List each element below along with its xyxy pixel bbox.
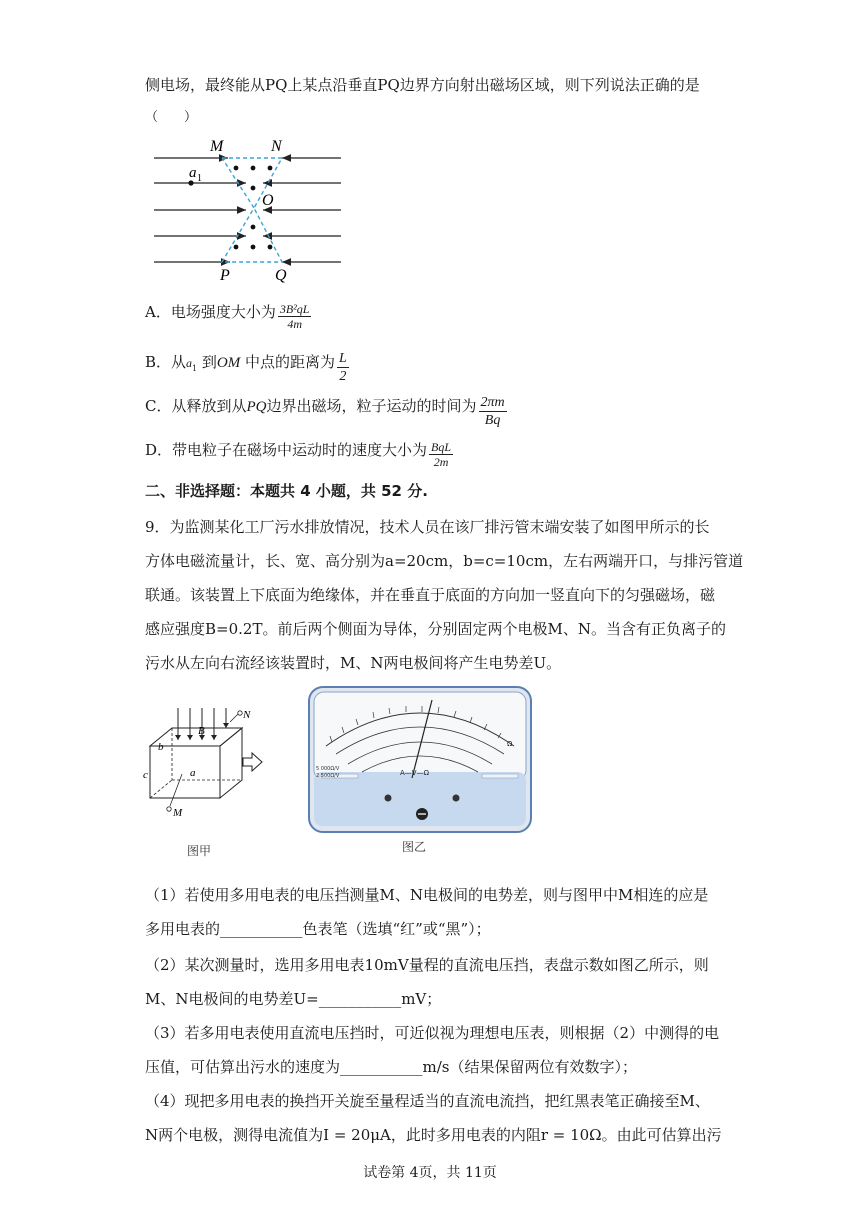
section-heading: 二、非选择题：本题共 4 小题，共 52 分. [145,482,428,500]
label-B: B [198,725,205,737]
answer-paren: （ ） [145,110,198,125]
sub1-line1: （1）若使用多用电表的电压挡测量M、N电极间的电势差，则与图甲中M相连的应是 [145,886,709,904]
sub3-line1: （3）若多用电表使用直流电压挡时，可近似视为理想电压表，则根据（2）中测得的电 [145,1024,720,1042]
sub4-line1: （4）现把多用电表的换挡开关旋至量程适当的直流电流挡，把红黑表笔正确接至M、 [145,1092,710,1110]
q9-line3: 联通。该装置上下底面为绝缘体，并在垂直于底面的方向加一竖直向下的匀强磁场，磁 [145,586,716,604]
caption-jia: 图甲 [187,844,212,858]
label-O: O [262,192,274,209]
label-b-dim: b [158,741,164,753]
label-M: M [210,138,224,155]
omega-unit: Ω [507,740,513,748]
multimeter-figure [308,686,532,833]
page-footer: 试卷第 4页，共 11页 [363,1165,497,1181]
label-N: N [271,138,282,155]
mode-label: A—V—Ω [400,769,429,777]
sub2-line1: （2）某次测量时，选用多用电表10mV量程的直流电压挡，表盘示数如图乙所示，则 [145,956,709,974]
option-a: A．电场强度大小为 $\frac{\text{3B²qL}}{4m}$ [145,302,310,331]
label-Q: Q [275,267,287,284]
q9-line5: 污水从左向右流经该装置时，M、N两电极间将产生电势差U。 [145,654,562,672]
label-P: P [220,267,230,284]
q9-line1: 9．为监测某化工厂污水排放情况，技术人员在该厂排污管末端安装了如图甲所示的长 [145,518,710,536]
label-N-electrode: N [243,709,251,721]
sub1-line2: 多用电表的___________色表笔（选填“红”或“黑”）； [145,920,491,938]
question-continuation: 侧电场，最终能从PQ上某点沿垂直PQ边界方向射出磁场区域，则下列说法正确的是 [145,76,700,94]
caption-yi: 图乙 [402,840,427,854]
q9-line2: 方体电磁流量计，长、宽、高分别为a=20cm，b=c=10cm，左右两端开口，与排污管道 [145,552,744,570]
label-a1: a [189,165,197,181]
sub3-line2: 压值，可估算出污水的速度为___________m/s（结果保留两位有效数字）； [145,1058,637,1076]
option-c: C．从释放到从PQ边界出磁场，粒子运动的时间为 $\frac{2\pi m}{Bq}$ [145,395,505,428]
sub2-line2: M、N电极间的电势差U=___________mV； [145,990,442,1008]
range-note-1: 5 000Ω/V [316,766,340,772]
label-a-dim: a [190,767,196,779]
label-M-electrode: M [173,807,183,819]
label-a1-sub: 1 [197,173,202,184]
option-d: D．带电粒子在磁场中运动时的速度大小为 $\frac{\text{BqL}}{2m}$ [145,440,452,469]
field-diagram [148,135,358,285]
sub4-line2: N两个电极，测得电流值为I = 20μA，此时多用电表的内阻r = 10Ω。由此可估算出污 [145,1126,722,1144]
q9-line4: 感应强度B=0.2T。前后两个侧面为导体，分别固定两个电极M、N。当含有正负离子的 [145,620,726,638]
option-b: B．从$a_1$ 到OM 中点的距离为 $\frac{L}{2}$ [145,351,347,384]
flowmeter-figure [140,706,270,826]
label-c-dim: c [143,769,148,781]
range-note-2: 2 500Ω/V [316,773,340,779]
